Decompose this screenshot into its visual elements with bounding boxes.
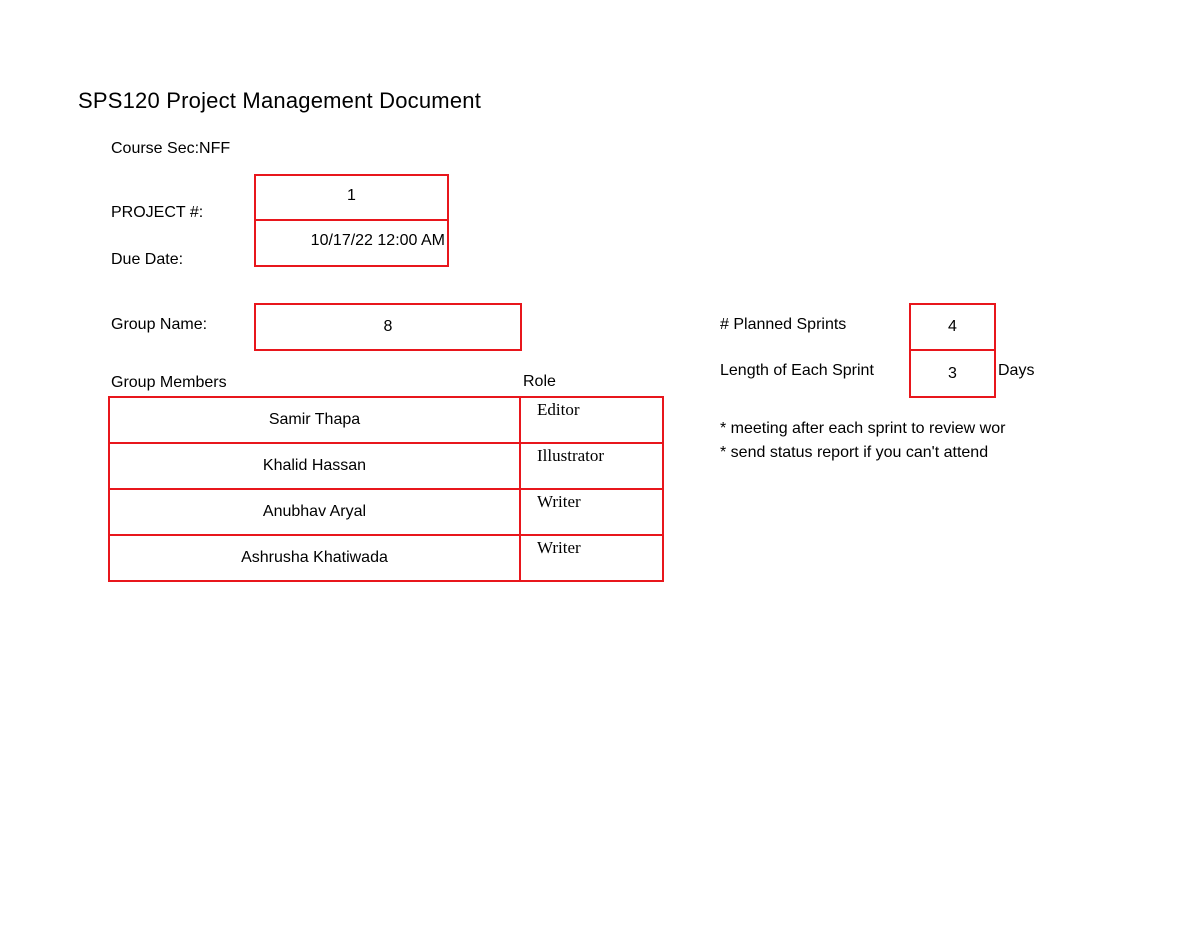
member-name-cell[interactable]: Anubhav Aryal — [109, 489, 520, 535]
group-members-header: Group Members — [111, 374, 227, 391]
member-name-cell[interactable]: Ashrusha Khatiwada — [109, 535, 520, 581]
table-row — [109, 443, 663, 489]
group-members-table — [108, 396, 664, 582]
planned-sprints-field[interactable] — [909, 303, 996, 351]
member-role-cell[interactable]: Editor — [520, 397, 663, 443]
group-name-field[interactable] — [254, 303, 522, 351]
sprint-length-field[interactable] — [909, 349, 996, 398]
due-date-field[interactable] — [254, 219, 449, 267]
table-row — [109, 535, 663, 581]
member-role-cell[interactable]: Writer — [520, 489, 663, 535]
note-meeting: * meeting after each sprint to review wor — [720, 420, 1006, 437]
group-name-value: 8 — [383, 318, 393, 335]
project-number-label: PROJECT #: — [111, 204, 204, 221]
planned-sprints-label: # Planned Sprints — [720, 316, 847, 333]
page-title: SPS120 Project Management Document — [78, 88, 482, 113]
member-name-cell[interactable]: Khalid Hassan — [109, 443, 520, 489]
due-date-value: 10/17/22 12:00 AM — [310, 232, 445, 249]
sprint-length-value: 3 — [948, 364, 957, 382]
project-number-value: 1 — [347, 186, 356, 204]
member-role-cell[interactable]: Writer — [520, 535, 663, 581]
table-row — [109, 397, 663, 443]
sprint-length-unit: Days — [998, 362, 1035, 379]
due-date-label: Due Date: — [111, 251, 184, 268]
project-number-field[interactable] — [254, 174, 449, 221]
group-name-label: Group Name: — [111, 316, 208, 333]
course-section-label: Course Sec:NFF — [111, 140, 231, 157]
member-role-cell[interactable]: Illustrator — [520, 443, 663, 489]
member-name-cell[interactable]: Samir Thapa — [109, 397, 520, 443]
table-row — [109, 489, 663, 535]
role-header: Role — [523, 373, 556, 390]
planned-sprints-value: 4 — [948, 318, 957, 335]
sprint-length-label: Length of Each Sprint — [720, 362, 874, 379]
note-status-report: * send status report if you can't attend — [720, 444, 989, 461]
